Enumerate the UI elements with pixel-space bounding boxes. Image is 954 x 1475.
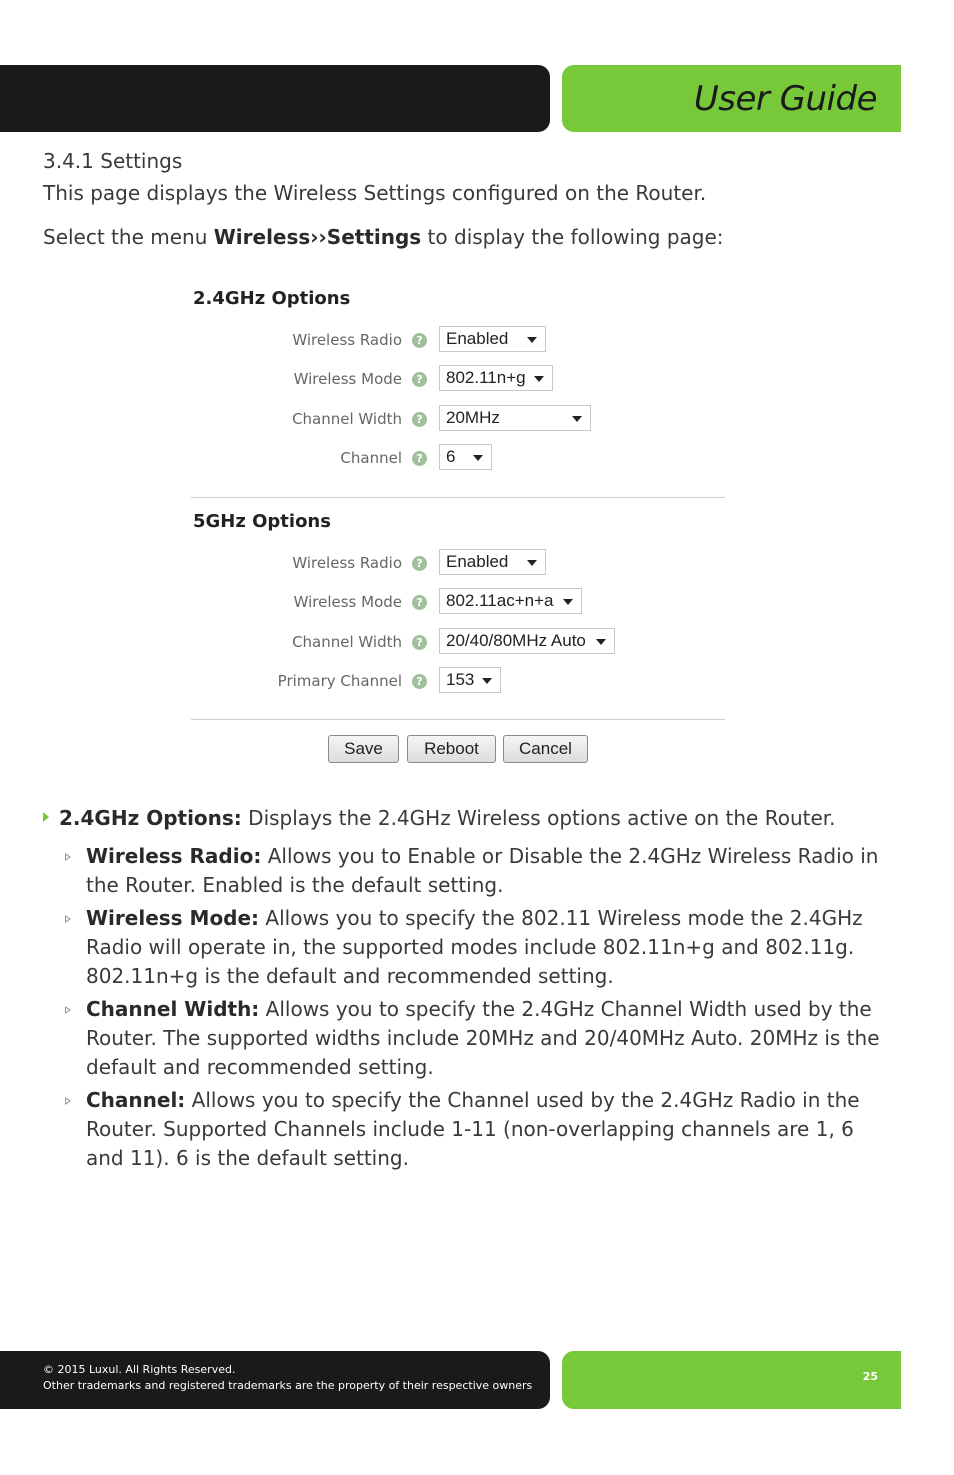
footer-bar [0,1351,550,1409]
row-24-channel-width [191,405,725,433]
select-value: 153 [446,670,475,689]
bullet-term: Wireless Mode: [86,906,260,930]
select-value: 20MHz [446,408,500,427]
reboot-button[interactable]: Reboot [407,735,496,763]
sub-bullet-wireless-radio [86,842,881,900]
cancel-button[interactable]: Cancel [503,735,588,763]
bullet-text: Displays the 2.4GHz Wireless options active on the Router. [241,806,836,830]
intro-text: This page displays the Wireless Settings configured on the Router. [43,181,707,205]
select-value: Enabled [446,552,509,571]
bullet-text: Allows you to specify the Channel used by the 2.4GHz Radio in the Router. Supported Channels include 1-11 (non-overlapping channels are 1, 6 and 11). 6 is the default setting. [86,1088,860,1170]
chevron-down-icon [527,337,537,343]
help-icon[interactable]: ? [412,556,427,571]
select-value: Enabled [446,329,509,348]
chevron-down-icon [482,678,492,684]
sub-bullet-wireless-mode [86,904,881,991]
help-icon[interactable]: ? [412,595,427,610]
select-24-wireless-mode[interactable] [439,365,553,391]
help-icon[interactable]: ? [412,372,427,387]
select-24-wireless-radio[interactable] [439,326,546,352]
label-24-channel: Channel [340,449,402,467]
chevron-down-icon [563,599,573,605]
select-24-channel-width[interactable] [439,405,591,431]
bullet-24ghz-options [43,804,836,833]
label-24-wireless-radio: Wireless Radio [292,331,402,349]
bullet-triangle-icon [43,812,49,822]
label-5-wireless-mode: Wireless Mode [293,593,402,611]
section-title: 3.4.1 Settings [43,149,183,173]
chevron-down-icon [534,376,544,382]
bullet-term: Channel: [86,1088,186,1112]
menu-instruction [43,225,724,249]
section-divider [191,497,725,498]
footer-page-block [562,1351,901,1409]
bullet-text: Allows you to specify the 2.4GHz Channel Width used by the Router. The supported widths include 20MHz and 20/40MHz Auto. 20MHz is the default and recommended setting. [86,997,880,1079]
bullet-text: Allows you to specify the 802.11 Wireless mode the 2.4GHz Radio will operate in, the supported modes include 802.11n+g and 802.11g. 802.11n+g is the default and recommended setting. [86,906,863,988]
copyright-text: © 2015 Luxul. All Rights Reserved. [43,1363,236,1376]
select-24-channel[interactable] [439,444,492,470]
row-5-channel-width [191,628,725,656]
wireless-settings-panel [191,284,725,774]
outline-triangle-icon [65,853,71,861]
row-5-primary-channel [191,667,725,695]
sub-bullet-channel-width [86,995,881,1082]
bullet-term: Channel Width: [86,997,260,1021]
help-icon[interactable]: ? [412,674,427,689]
row-24-wireless-mode [191,365,725,393]
chevron-down-icon [572,416,582,422]
select-value: 20/40/80MHz Auto [446,631,586,650]
row-24-channel [191,444,725,472]
outline-triangle-icon [65,1097,71,1105]
save-button[interactable]: Save [328,735,399,763]
select-value: 802.11n+g [446,368,526,387]
help-icon[interactable]: ? [412,333,427,348]
select-value: 802.11ac+n+a [446,591,554,610]
help-icon[interactable]: ? [412,635,427,650]
chevron-down-icon [473,455,483,461]
chevron-down-icon [527,560,537,566]
row-5-wireless-mode [191,588,725,616]
label-24-wireless-mode: Wireless Mode [293,370,402,388]
help-icon[interactable]: ? [412,412,427,427]
select-5-wireless-mode[interactable] [439,588,582,614]
select-5-channel-width[interactable] [439,628,615,654]
label-5-channel-width: Channel Width [292,633,402,651]
menu-prefix: Select the menu [43,225,214,249]
header-title-block [562,65,901,132]
heading-5ghz: 5GHz Options [193,511,331,532]
select-value: 6 [446,447,456,466]
heading-24ghz: 2.4GHz Options [193,288,351,309]
menu-suffix: to display the following page: [421,225,724,249]
label-24-channel-width: Channel Width [292,410,402,428]
sub-bullet-channel [86,1086,881,1173]
header-bar [0,65,550,132]
row-5-wireless-radio [191,549,725,577]
row-24-wireless-radio [191,326,725,354]
label-5-primary-channel: Primary Channel [277,672,402,690]
help-icon[interactable]: ? [412,451,427,466]
outline-triangle-icon [65,915,71,923]
chevron-down-icon [596,639,606,645]
label-5-wireless-radio: Wireless Radio [292,554,402,572]
section-divider [191,719,725,720]
outline-triangle-icon [65,1006,71,1014]
trademark-text: Other trademarks and registered trademarks are the property of their respective owners [43,1379,533,1392]
doc-title: User Guide [693,79,877,119]
bullet-term: Wireless Radio: [86,844,262,868]
select-5-primary-channel[interactable] [439,667,501,693]
menu-path: Wireless››Settings [213,225,422,249]
page-number: 25 [862,1370,878,1383]
bullet-text: Allows you to Enable or Disable the 2.4GHz Wireless Radio in the Router. Enabled is the default setting. [86,844,879,897]
select-5-wireless-radio[interactable] [439,549,546,575]
bullet-term: 2.4GHz Options: [59,806,242,830]
